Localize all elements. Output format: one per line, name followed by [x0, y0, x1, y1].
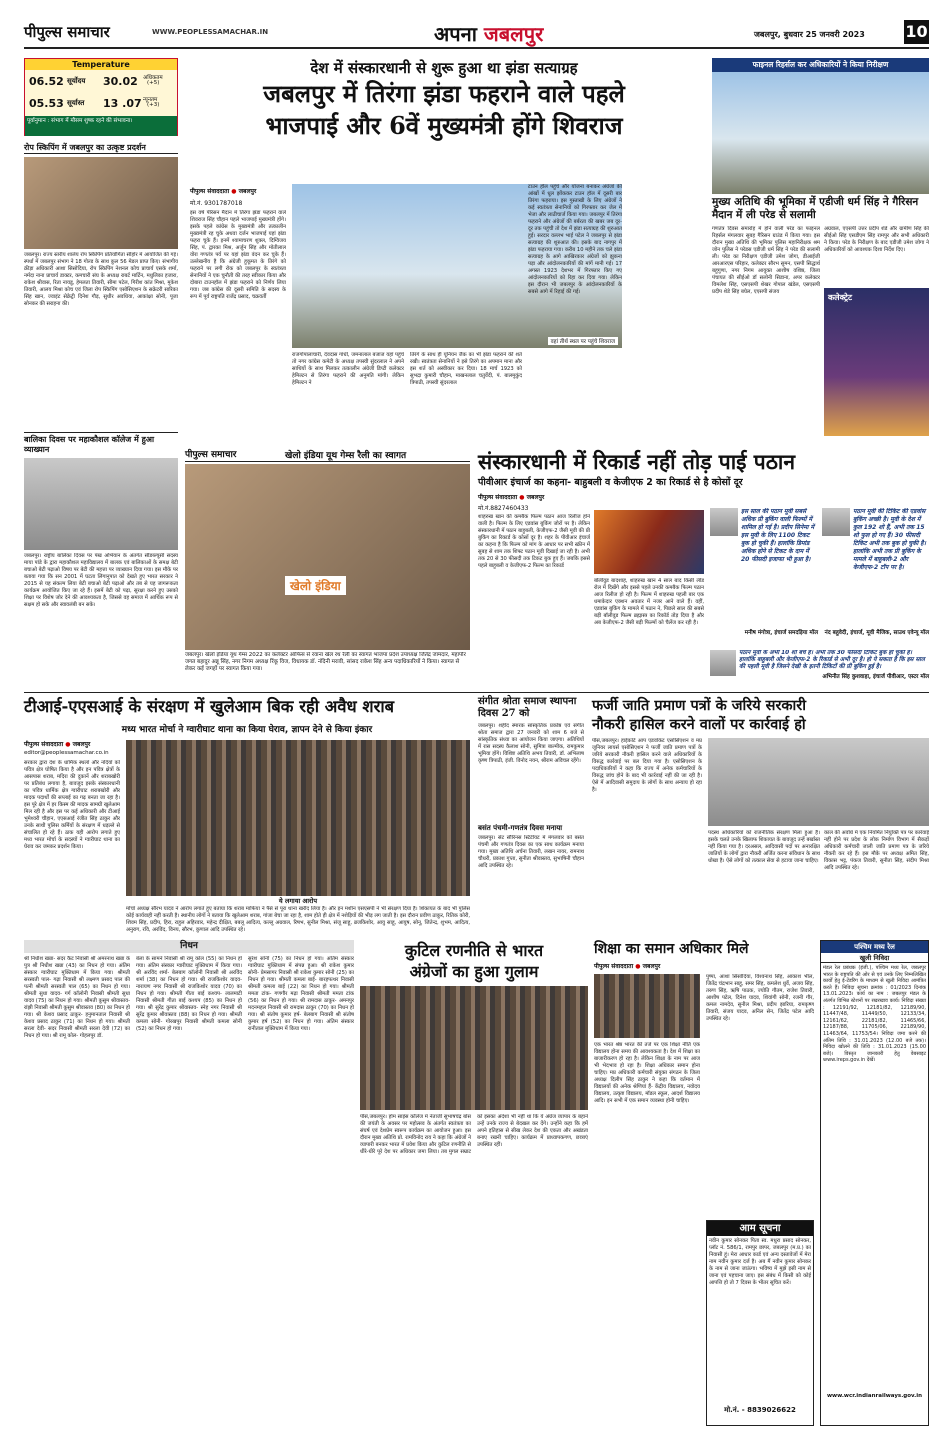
pathan-byline: पीपुल्स संवाददाता ● जबलपुर [478, 494, 545, 501]
railway-header: पश्चिम मध्य रेल [821, 941, 928, 953]
parade-body-left: गणतंत्र दिवस समारोह में होने वाली परेड का फाइनल रिहर्सल मंगलवार सुबह गैरिसन ग्राउंड में किया गया। इस दौरान मुख्य अतिथि की भूमिका पुलिस महानिरीक्षक श्रम जोन पुलिस ने परेडस एडीजी धर्म सिंह ने परेड की सलामी ली। परेड का निरीक्षण एडीजी उमेश जोगा, डीआईजी आरआरएस परिहार, कलेक्टर सौरभ सुमन, एसपी सिद्धार्थ बहुगुणा, नगर निगम आयुक्त आशीष वशिष्ठ, जिला पंचायत की सीईओ डॉ सलोनी सिडाना, अपर कलेक्टर विमलेश सिंह, एसएसपी शेखर गोपाल खंडेल, एसएसपी प्रदीप शेडे सिंह बघेल, एएसपी संजय [712, 226, 820, 295]
page-number: 10 [904, 20, 929, 44]
khelo-india-headline: खेलो इंडिया यूथ गेम्स रैली का स्वागत [285, 451, 407, 461]
obituary-col-2: बेला के सामने निवासी श्री रामू कोल (55) का निधन हो गया। अंतिम संस्कार ग्वारीघाट मुक्तिधाम में किया गया। श्री अरविंद शर्मा- बेलबाग कॉलोनी निवासी श्री अरविंद शर्मा (38) का निधन हो गया। श्री राजकिशोर यादव- नारायण नगर निवासी श्री राजकिशोर यादव (70) का निधन हो गया। श्रीमती गीता बाई कश्यप- लालमाटी निवासी श्रीमती गीता बाई कश्यप (85) का निधन हो गया। श्री सुरेंद्र कुमार श्रीवास्तव- स्नेह नगर निवासी श्री सुरेंद्र कुमार श्रीवास्तव (88) का निधन हो गया। श्रीमती कमला सोनी- गोरखपुर निवासी श्रीमती कमला सोनी (52) का निधन हो गया। [136, 956, 242, 1032]
pathan-quote-1-name: मनीष मंगोत्रा, इंचार्ज समदड़िया मॉल [744, 630, 818, 636]
education-body-2: पुष्पा, आशा सिसोदिया, विश्वनाथ सिंह, आकाश भील, जितेंद्र चंद्रभान साहू, समर सिंह, कमलेश धुर्वे, अजय सिंह, तरुण सिंह, ऋषि पाठक, ज्योति गौतम, राजेश तिवारी, आशीष पटेल, दिनेश यादव, शिवांगी सोनी, रजनी गौर, कमल नामदेव, सुनील मिश्रा, प्रदीप झारिया, रामकृष्ण तिवारी, संजय यादव, अनिल सेन, जितेंद्र पटेल आदि उपस्थित रहे। [706, 974, 814, 1022]
lead-byline-city: जबलपुर [238, 188, 257, 195]
railway-footer[interactable]: www.wcr.indianrailways.gov.in [826, 1393, 923, 1399]
pathan-headline: संस्कारधानी में रिकार्ड नहीं तोड़ पाई पठान [478, 449, 796, 474]
liquor-byline-city: जबलपुर [72, 741, 91, 748]
british-headline-2: अंग्रेजों का हुआ गुलाम [409, 962, 539, 981]
education-byline: पीपुल्स संवाददाता ● जबलपुर [594, 963, 661, 970]
caste-body-1: पीसं,जबलपुर। हाईकोर्ट आप एडवोकेट एसोसिएशन व मप्र जूनियर लायर्स एसोसिएशन ने फर्जी जाति प्रमाण पत्रों के जरिये सरकारी नौकरी हासिल करने वाले अधिकारियों के विरुद्ध कार्रवाई पर बल दिया गया है। एसोसिएशन के पदाधिकारियों ने कहा कि राज्य में अनेक कर्मचारियों के विरुद्ध जांच होने के बाद भी कार्रवाई नहीं की जा रही है। ऐसे में आदिवासी समुदाय के लोगों के साथ अन्याय हो रहा है। [592, 738, 702, 793]
liquor-headline: टीआई-एएसआई के संरक्षण में खुलेआम बिक रही अवैध शराब [24, 697, 395, 716]
public-notice [706, 1220, 814, 1426]
rope-skipping-photo [24, 157, 178, 249]
education-body: एक भारत श्रेष्ठ भारत की तर्ज पर एक शिक्षा नीति एक विद्यालय होना समय की आवश्यकता है। देश में शिक्षा का बाजारीकरण हो रहा है। लेकिन शिक्षा के नाम पर आज भी भेदभाव हो रहा है। शिक्षा अधिकार समान होना चाहिए। मप्र अधिकारी कर्मचारी संयुक्त संगठन के जिला अध्यक्ष दिलीप सिंह ठाकुर ने कहा कि वर्तमान में विद्यालयों की अनेक श्रेणियां हैं- केंद्रीय विद्यालय, नवोदय विद्यालय, उत्कृष्ट विद्यालय, मॉडल स्कूल, आदर्श विद्यालय आदि। इन सभी में एक समान व्यवस्था होनी चाहिए। [594, 1042, 700, 1104]
pathan-col-2: बॉलीवुड बादशाह, शाहरुख खान 4 साल बाद किसी लीड रोल में दिखेंगे और इससे पहले उनकी कमबैक फिल्म पठान आज रिलीज हो रही है। फिल्म में शाहरुख पहली बार एक धमाकेदार एक्शन अवतार में नजर आने वाले हैं। वहीं, एडवांस बुकिंग के मामले में पठान ने, पिछले साल की सबसे बड़ी बॉलीवुड फिल्म ब्रह्मास्त्र का रिकॉर्ड तोड़ दिया है और अब केजीएफ-2 जैसी बड़ी फिल्मों को चैलेंज कर रही है। [594, 578, 704, 626]
pathan-byline-name: पीपुल्स संवाददाता [478, 494, 518, 501]
lead-photo-caption: वहां तीर्थ स्थल पर पहुंचे शिवराज [548, 337, 618, 345]
education-headline: शिक्षा का समान अधिकार मिले [594, 941, 749, 957]
notice-body: नवीन कुमार सोनकर पिता स्व. मधुरा प्रसाद सोनकर, प्लॉट नं. 586/1, रामपुर छापर, जबलपुर (म.प्र.) का निवासी हूं। मेरा आधार कार्ड एवं अन्य दस्तावेजों में मेरा नाम नवीन कुमार दर्ज है। अब मैं नवीन कुमार सोनकर के नाम से जाना जाऊंगा। भविष्य में मुझे इसी नाम से जाना एवं पहचाना जाए। इस संबंध में किसी को कोई आपत्ति हो तो 7 दिवस के भीतर सूचित करें। [709, 1238, 811, 1286]
max-temp: 30.02 [103, 75, 138, 88]
liquor-photo-caption: ये लगाया आरोप [278, 897, 318, 905]
section-divider [24, 692, 929, 693]
obituary-col-3: सुरेश सोनी (75) का निधन हो गया। अंतिम संस्कार ग्वारीघाट मुक्तिधाम में संपन्न हुआ। श्री राकेश कुमार सोनी- प्रेमसागर निवासी श्री राकेश कुमार सोनी (25) का निधन हो गया। श्रीमती कमला बाई- बारहपत्थर निवासी श्रीमती कमला बाई (22) का निधन हो गया। श्रीमती ममता टांक- गणगौर मढ़ा निवासी श्रीमती ममता टांक (56) का निधन हो गया। श्री रामदास ठाकुर- अमनपुर मदनमहल निवासी श्री रामदास ठाकुर (70) का निधन हो गया। श्री संतोष कुमार हर्ष- बेलबाग निवासी श्री संतोष कुमार हर्ष (52) का निधन हो गया। अंतिम संस्कार रानीताल मुक्तिधाम में किया गया। [248, 956, 354, 1032]
pathan-quote-3-name: अभिनीत सिंह कुशवाहा, इंचार्ज पीवीआर, एस्टर मॉल [822, 674, 929, 680]
min-delta: (+3) [147, 102, 160, 108]
education-photo [594, 974, 700, 1038]
railway-subheader: खुली निविदा [821, 953, 928, 963]
sangeet-body: जबलपुर। शहीद स्मारक सांस्कृतिक प्रकोष्ठ एवं संगीत श्रोता समाज द्वारा 27 जनवरी को शाम 6 बजे से सांस्कृतिक संध्या का आयोजन किया जाएगा। अतिथियों में रास सदस्य कैलाश सोनी, सुमित्रा बाल्मीक, रामकुमार भूमिया होंगे। विशिष्ट अतिथि अभय तिवारी, डॉ. अभिलाष कृष्ण त्रिपाठी, इंजी. विनोद नयन, श्रीराम अविचल रहेंगे। [478, 723, 584, 764]
section-title [434, 20, 543, 47]
education-byline-name: पीपुल्स संवाददाता [594, 963, 634, 970]
liquor-email[interactable]: editor@peoplessamachar.co.in [24, 750, 109, 756]
lead-headline-1: जबलपुर में तिरंगा झंडा फहराने वाले पहले [263, 79, 625, 108]
liquor-byline: पीपुल्स संवाददाता ● जबलपुर [24, 741, 91, 748]
pathan-quote-2-name: नंद बहुवेदी, इंचार्ज, मूवी मैजिक, साउथ एवेन्यू मॉल [824, 630, 929, 636]
pathan-quote-3-photo [710, 650, 736, 676]
weather-forecast: पूर्वानुमान : संभाग में मौसम शुष्क रहने की संभावना। [25, 116, 177, 136]
pathan-subhead: पीवीआर इंचार्ज का कहना- बाहुबली व केजीएफ 2 का रिकार्ड से है कोसों दूर [478, 477, 743, 488]
parade-headline: मुख्य अतिथि की भूमिका में एडीजी धर्म सिंह ने गैरिसन मैदान में ली परेड से सलामी [712, 196, 919, 221]
masthead-website[interactable]: WWW.PEOPLESSAMACHAR.IN [152, 28, 269, 36]
max-label: अधिकतम [143, 75, 163, 81]
railway-tender [820, 940, 929, 1426]
collectorate-label: कलेक्ट्रेट [828, 293, 852, 302]
sunrise-label: सूर्योदय [67, 77, 86, 85]
british-body: पीसं,जबलपुर। होम साइंस कॉलेज में नेताजी सुभाषचंद्र बोस की जयंती के अवसर पर महोत्सव के अंतर्गत स्वतंत्रता का संघर्ष एवं देशप्रेम स्वरूप कार्यक्रम का आयोजन हुआ। इस दौरान मुख्य अतिथि प्रो. रामविनोद राय ने कहा कि अंग्रेजों ने व्यापारी बनकर भारत में प्रवेश किया और कुटिल रणनीति से धीरे-धीरे पूरे देश पर अधिकार जमा लिया। तब मुगल सम्राट को इसका अंदेशा भी नहीं था कि ये अंग्रेज व्यापार के बहाने उन्हें उनके राज्य से बेदखल कर देंगे। उन्होंने कहा कि हमें अपने इतिहास से सीख लेकर देश की एकता और अखंडता बनाए रखनी चाहिए। कार्यक्रम में प्राध्यापकगण, छात्राएं उपस्थित रहीं। [360, 1114, 588, 1155]
pathan-byline-city: जबलपुर [526, 494, 545, 501]
caste-headline-2: नौकरी हासिल करने वालों पर कार्रवाई हो [592, 716, 806, 733]
pathan-quote-2-photo [822, 508, 850, 536]
section-title-left: अपना [434, 22, 477, 46]
weather-title: Temperature [25, 59, 177, 70]
caste-headline-1: फर्जी जाति प्रमाण पत्रों के जरिये सरकारी [592, 697, 806, 714]
collectorate-photo [824, 288, 929, 436]
rope-skipping-story [24, 142, 178, 420]
british-headline-1: कुटिल रणनीति से भारत [404, 941, 544, 960]
pathan-quote-2-text: पठान मूवी की टिकिट की एडवांस बुकिंग अच्छी है। मूवी के देश में कुल 192 शो हैं, अभी तक 15 शो फुल हो गए हैं। 30 फीसदी टिकिट अभी तक बुक हो चुकी है। हालांकि अभी तक प्री बुकिंग के मामले में बाहुबली-2 और केजीएफ-2 टॉप पर है। [853, 508, 926, 571]
lead-col-3: तिरंगे के साथ ही यूनियन जैक का भी झंडा फहराने की शर्त रखी। स्वतंत्रता सेनानियों ने इसे तिरंगे का अपमान माना और इस शर्त को अस्वीकार कर दिया। 18 मार्च 1923 को सुभद्रा कुमारी चौहान, माखनलाल चतुर्वेदी, पं. बालमुकुंद त्रिपाठी, तपस्वी सुंदरलाल [410, 352, 522, 386]
khelo-india-header [185, 446, 470, 462]
notice-mobile: मो.नं. - 8839026622 [724, 1406, 796, 1414]
caste-photo [708, 738, 929, 826]
balika-headline: बालिका दिवस पर महाकौशल कॉलेज में हुआ व्याख्यान [24, 432, 178, 455]
caste-body-3: काल की अवधि में एक नियमित नियुक्ति पत्र पर कार्रवाई नहीं होने पर प्रदेश के लोक निर्माण विभाग में सैकड़ों अधिकारी कर्मचारी जाली जाति प्रमाण पत्र के जरिये नौकरी कर रहे हैं। इस मौके पर अध्यक्ष अमित सिंह, विकास भट्ट, पंकज तिवारी, सुनीता सिंह, संदीप मिश्रा आदि उपस्थित रहे। [824, 830, 929, 871]
khelo-india-logo: पीपुल्स समाचार [185, 450, 237, 460]
pathan-quote-3 [710, 650, 929, 686]
lead-col-4: टाउन हॉल पहुंचे और योजना बनाकर अंग्रेजों की आंखों में धूल झोंककर टाउन हॉल में दूसरी बार तिरंगा फहराया। इस गुस्ताखी के लिए अंग्रेजों ने कई स्वतंत्रता सेनानियों को गिरफ्तार कर जेल में भेजा और लाठीचार्ज किया गया। जबलपुर में तिरंगा फहराने और अंग्रेजों की बर्बरता की खबर जब दूर-दूर तक पहुंची तो देश में झंडा सत्याग्रह की शुरुआत हुई। सरदार वल्लभ भाई पटेल ने जबलपुर से झंडा सत्याग्रह की शुरुआत की। इसके बाद नागपुर में झंडा फहराया गया। करीब 10 महीने तक चले झंडा सत्याग्रह के आगे आखिरकार अंग्रेजों को झुकना पड़ा और आंदोलनकारियों की मांगें मानी गई। 17 अगस्त 1923 देशभर में गिरफ्तार किए गए आंदोलनकारियों को रिहा कर दिया गया। लेकिन इस दौरान भी जबलपुर के आंदोलनकारियों के सबसे आगे में रिहाई की गई। [528, 184, 622, 295]
parade-header: फाइनल रिहर्सल कर अधिकारियों ने किया निरीक्षण [712, 58, 929, 72]
rope-skipping-body: जबलपुर। राज्य स्तरीय शालेय रोप स्किपिंग प्रतियोगिता सीहोर में आयोजित की गई। स्पर्धा में जबलपुर संभाग ने 18 गोल्ड के साथ कुल 56 मेडल प्राप्त किए। संभागीय क्रीड़ा अधिकारी आशा सिसोदिया, रोप स्किपिंग नेशनल कोच प्राचार्य एसके शर्मा, नर्मदा नाना प्राचार्य डाक्टर, कमचारी संघ के अध्यक्ष राबर्ट मार्टिन, मधुलिका हजारा, राकेश श्रीवास, रिता नायडू, हेमलता तिवारी, सीमा पटेल, गिरीश कांत मिश्रा, मुकेश तिवारी, आलय मिश्रा कोच एवं जिला रोप स्किपिंग एसोसिएशन के सक्रेटरी सारिका सिंह खान, ज्वाइंट सेक्रेट्री दिनेश गौड़, सुधीर अवधिया, आकांक्षा सोनी, पूजा सोनकर की सराहना की। [24, 252, 178, 307]
khelo-india-caption: जबलपुर। खेलो इंडिया यूथ गेम्स 2022 का कलेक्टर ऑफिस से रवाना खेल रथ रैली का स्वागत भाजपा प्रदेश उपाध्यक्ष जितेंद्र जामदार, महापौर जगत बहादुर अन्नू सिंह, नगर निगम अध्यक्ष रिंकू विज, विधायक डॉ. नंदिनी मरावी, सांसद राकेश सिंह अन्य पदाधिकारियों ने किया। स्वागत से लेकर कई जगहों पर स्वागत किया गया। [185, 652, 466, 672]
british-photo [360, 986, 588, 1110]
liquor-subhead: मध्य भारत मोर्चा ने ग्वारीघाट थाना का किया घेराव, ज्ञापन देने से किया इंकार [121, 725, 373, 735]
liquor-byline-name: पीपुल्स संवाददाता [24, 741, 64, 748]
notice-header: आम सूचना [707, 1221, 813, 1236]
lead-byline: पीपुल्स संवाददाता ● जबलपुर [190, 188, 257, 195]
balika-photo [24, 458, 178, 550]
lead-kicker: देश में संस्कारधानी से शुरू हुआ था झंडा सत्याग्रह [310, 59, 578, 77]
min-label: न्यूनतम [143, 97, 158, 103]
sangeet-story [478, 696, 584, 819]
sunrise-time: 06.52 [29, 75, 64, 88]
pathan-poster [594, 510, 704, 574]
rope-skipping-headline: रोप स्किपिंग में जबलपुर का उत्कृष्ट प्रदर्शन [24, 142, 178, 154]
vasant-headline: बसंत पंचमी-गणतंत्र दिवस मनाया [478, 824, 563, 832]
pathan-quote-1 [710, 508, 818, 648]
sangeet-headline: संगीत श्रोता समाज स्थापना दिवस 27 को [478, 696, 577, 719]
pathan-mobile: मो.नं.8827460433 [478, 505, 529, 512]
max-delta: (+5) [147, 80, 160, 86]
section-title-right: जबलपुर [483, 22, 544, 46]
sunset-time: 05.53 [29, 97, 64, 110]
vasant-story [478, 824, 584, 939]
lead-byline-name: पीपुल्स संवाददाता [190, 188, 230, 195]
pathan-quote-3-text: पठान मूवी के अभी 10 शो बचे हैं। अभी तक 30 फीसदी टिकिट बुक हो चुकी हैं। हालांकि बाहुबली और केजीएफ-2 के रिकार्ड से अभी दूर है। हो ये सकता है कि इस साल की पहली मूवी है जिसने देखी के इतनी टिकिटों की प्री बुकिंग हुई है। [739, 650, 925, 670]
liquor-col-1: सरकार द्वारा देश के धार्मिक स्थलों और नदियों को पवित्र क्षेत्र घोषित किया है और इन पवित्र क्षेत्रों के आसपास शराब, मदिरा की दुकानें और शराबखोरी पर प्रतिबंध लगाया है, बावजूद इसके संस्कारधानी का पवित्र धार्मिक क्षेत्र ग्वारीघाट शराबखोरी और मादक पदार्थों की सप्लाई का गढ़ बनता जा रहा है। इस पूरे क्षेत्र में हर किस्म की मादक सामग्री खुलेआम मिल रही है और इस पर कई अधिकारी और टीआई भुमेश्वरी चौहान, एएसआई रंजीत सिंह ठाकुर और उनके साथी पुलिस कर्मियों के संरक्षण में धड़ल्ले से संचालित हो रहे हैं। ठाक यही आरोप लगाते हुए मध्य भारत मोर्चा के सदस्यों ने ग्वारीघाट थाना का घेराव कर जमकर प्रदर्शन किया। [24, 760, 120, 850]
pathan-quote-2 [822, 508, 929, 648]
weather-box [24, 58, 178, 136]
obituary-col-1: श्री निधीश खन्ना- सदर कैंट निवासी श्री अमरनाथ खन्ना के पुत्र श्री निधीश खन्ना (43) का निधन हो गया। अंतिम संस्कार ग्वारीघाट मुक्तिधाम में किया गया। श्रीमती सरस्वती पाल- गढ़ा निवासी श्री लक्ष्मण प्रसाद पाल की पत्नी श्रीमती सरस्वती पाल (65) का निधन हो गया। श्रीमती सुधा यादव- गर्ग कॉलोनी निवासी श्रीमती सुधा यादव (75) का निधन हो गया। श्रीमती कुसुम श्रीवास्तव- रांझी निवासी श्रीमती कुसुम श्रीवास्तव (80) का निधन हो गया। श्री केशव प्रसाद ठाकुर- हनुमानताल निवासी श्री केशव प्रसाद ठाकुर (71) का निधन हो गया। श्रीमती सरला देवी- सदर निवासी श्रीमती सरला देवी (72) का निधन हो गया। श्री रामू कोल- गोहलपुर डॉ. [24, 956, 130, 1039]
masthead-rule [24, 47, 929, 49]
balika-story [24, 432, 178, 685]
vasant-body: जबलपुर। सेंट सौरिनस स्टिटीयट में मंगलवार को बसंत पंचमी और गणतंत्र दिवस का एक साथ कार्यक्रम मनाया गया। मुख्य अतिथि अर्चना तिवारी, लखन नायर, रामनाथ चौधरी, प्रकाश गुप्ता, सुनीता श्रीवास्तव, सुभाषिनी चौहान आदि उपस्थित रहे। [478, 835, 584, 869]
lead-headline-2: भाजपाई और 6वें मुख्यमंत्री होंगे शिवराज [265, 111, 623, 140]
pathan-quote-1-photo [710, 508, 738, 536]
lead-col-1: इस वर्ष पेरिसन मैदान में तिरंगा झंडा फहराने वाले शिवराज सिंह चौहान पहले भाजपाई मुख्यमंत्री होंगे। इसके पहले कांग्रेस के मुख्यमंत्री और तत्कालीन मुख्यमंत्री रह चुके अथवा दर्जन भाजपाई यहां झंडा फहरा चुके हैं। इनमें श्यामाचरण शुक्ल, दिग्विजय सिंह, पं. द्वारका मिश्र, अर्जुन सिंह और मोतीलाल वोरा गणतंत्र पर्व पर यहां झंडा वंदन कर चुके हैं। उल्लेखनीय है कि अंग्रेजी हुकूमत के तिरंगे को फहराने पर लगी रोक को जबलपुर के स्वतंत्रता सेनानियों ने एक चुनौती की तरह स्वीकार किया और दोबारा टाउनहॉल में झंडा फहराने को निर्णय लिया गया। जब कांग्रेस की दूसरी समिति के सदस्य के रूप में पूर्व राष्ट्रपति राजेंद्र प्रसाद, चक्रवर्ती [190, 210, 286, 300]
khelo-india-photo [185, 464, 470, 650]
railway-body: मंडल रेल प्रबंधक (इंजी.), पश्चिम मध्य रेल, जबलपुर भारत के राष्ट्रपति की ओर से एवं उनके लिए निम्नलिखित कार्यों हेतु ई-टेंडरिंग के माध्यम से खुली निविदा आमंत्रित करते हैं। निविदा सूचना क्रमांक : 01/2023 दिनांक 13.01.2023। कार्य का नाम : जबलपुर मंडल के अंतर्गत विभिन्न स्टेशनों पर रखरखाव कार्य। निविदा संख्या : 12191/92, 12181/82, 12189/90, 11447/48, 11449/50, 12133/34, 12161/62, 22181/82, 11465/66, 12187/88, 11705/06, 22189/90, 11463/64, 11753/54। निविदा जमा करने की अंतिम तिथि : 31.01.2023 (12.00 बजे तक)। निविदा खोलने की तिथि : 31.01.2023 (15.00 बजे)। विस्तृत जानकारी हेतु वेबसाइट www.ireps.gov.in देखें। [823, 965, 926, 1064]
lead-col-2: राजगोपालाचारी, देवदास गांधी, जमनालाल बजाज यहां पहुंचे तो नगर कांग्रेस कमेटी के अध्यक्ष तपस्वी सुंदरलाल ने अपने साथियों के साथ मिलकर तत्कालीन अंग्रेजी डिप्टी कलेक्टर हेमिल्टन से तिरंगा फहराने की अनुमति मांगी। लेकिन हेमिल्टन ने [292, 352, 404, 386]
obituary-header: निधन [24, 940, 354, 953]
balika-body: जबलपुर। राष्ट्रीय बालिका दिवस पर पंख अभियान के अंतर्गत सीडब्ल्यूसी सदस्य माया पांडे के द्वारा महाकौशल महाविद्यालय में बालक एवं बालिकाओं के समक्ष बेटी बचाओ बेटी पढ़ाओ विषय पर बेटी की महत्ता पर व्याख्यान दिया गया। इस मौके पर बताया गया कि सन 2001 में घटता लिंगानुपात को देखते हुए भारत सरकार ने 2015 से यह संकल्प लिया बेटी बचाओ बेटी पढ़ाओ और तब से यह जागरूकता कार्यक्रम आयोजित किए जा रहे हैं। इसमें बेटी को पढ़ा, सुरक्षा करने हुए उसको शिक्षा पर विशेष जोर देने की आवश्यकता है, जिससे वह समाज में आर्थिक रूप से सक्षम हो सके और स्वावलंबी बन सके। [24, 553, 178, 608]
parade-photo [712, 72, 929, 194]
lead-mobile: मो.नं. 9301787018 [190, 200, 243, 207]
masthead-date: जबलपुर, बुधवार 25 जनवरी 2023 [754, 30, 865, 39]
pathan-col-1: शाहरुख खान की कमबैक फिल्म पठान आज रिलीज होने वाली है। फिल्म के लिए एडवांस बुकिंग जोरों पर है। लेकिन संस्कारधानी में पठान बाहुबली, केजीएफ-2 जैसी मूवी की प्री बुकिंग का रिकार्ड के कोसों दूर है। शहर के पीवीआर इंचार्ज का कहना है कि फिल्म को मांग के आधार पर सभी स्क्रीन में सुबह से शाम तक शिफ्ट पठान मूवी दिखाई जा रही है। अभी तक 20 से 30 फीसदी तक टिकट बुक हुए हैं। जबकि इससे पहले बाहुबली व केजीएफ-2 फिल्म का रिकार्ड [478, 514, 590, 569]
masthead [24, 20, 929, 46]
pathan-quote-1-text: इस साल की पठान मूवी सबसे अधिक प्री बुकिंग वाली फिल्मों में शामिल हो गई है। प्रदीप सिनेमा में इस मूवी के लिए 1100 टिकट बुक हो चुकी हैं। हालांकि डिमांड अधिक होने से टिकट के दाम में 20 फीसदी इजाफा भी हुआ है। [741, 508, 815, 563]
liquor-photo [126, 740, 470, 896]
khelo-india-banner: खेलो इंडिया [285, 576, 346, 595]
parade-body-right: अग्रवाल, एएसपी उत्तर प्रदीप शेंडे और ग्रामीण सिंह की सीईओ सिंह एसडीएम सिंह रामपुर और सभी अधिकारी ने किया। परेड के निरीक्षण के बाद एडीजी उमेश जोगा ने अधिकारियों को आवश्यक दिशा निर्देश दिए। [824, 226, 929, 253]
masthead-logo: पीपुल्स समाचार [24, 23, 110, 41]
lead-story [185, 58, 703, 142]
caste-body-2: पदस्थ अधिकारियों को राजनीतिक संरक्षण मिला हुआ है। इसके चलते उनके खिलाफ शिकायत के बावजूद उन्हें बर्खास्त नहीं किया गया है। दरअसल, आदिवासी पदों पर अनारक्षित जातियों के लोगों द्वारा नौकरी अर्जित करना संविधान के साथ धोखा है। ऐसे लोगों को तत्काल सेवा से हटाया जाना चाहिए। [708, 830, 820, 864]
liquor-col-2: मोर्चा अध्यक्ष सौरभ यादव ने आरोप लगाते हुए बताया कि शराब माफिया ने पैसे से पूरा थाना खरीद लिया है। और इन मशीन एसएसपी ने भी संरक्षण दिया है। शिकायत के बाद भी पुलिस कोई कार्यवाही नहीं करती है। स्थानीय लोगों ने बताया कि खुलेआम शराब, गांजा बेचा जा रहा है, शाम होते ही क्षेत्र में नशेड़ियों की भीड़ लग जाती है। इस दौरान प्रवीण ठाकुर, रितिक कोरी, शिवम सिंह, प्रदीप, हिरा, राहुल अहिरवार, महेन्द्र दीक्षित, बबलू आदित्य, कल्लू अग्रवाल, रिषभ, सुनील मिश्रा, संजू साहू, ब्रजकिशोर, आयु साहू, आयुष, सोनू, जितेन्द्र, शुभम, आदित्य, अनुराग, रवि, अरविंद, विनय, सौरभ, कुणाल आदि उपस्थित रहे। [126, 906, 470, 933]
sunset-label: सूर्यास्त [67, 99, 85, 107]
education-byline-city: जबलपुर [642, 963, 661, 970]
min-temp: 13 .07 [103, 97, 142, 110]
